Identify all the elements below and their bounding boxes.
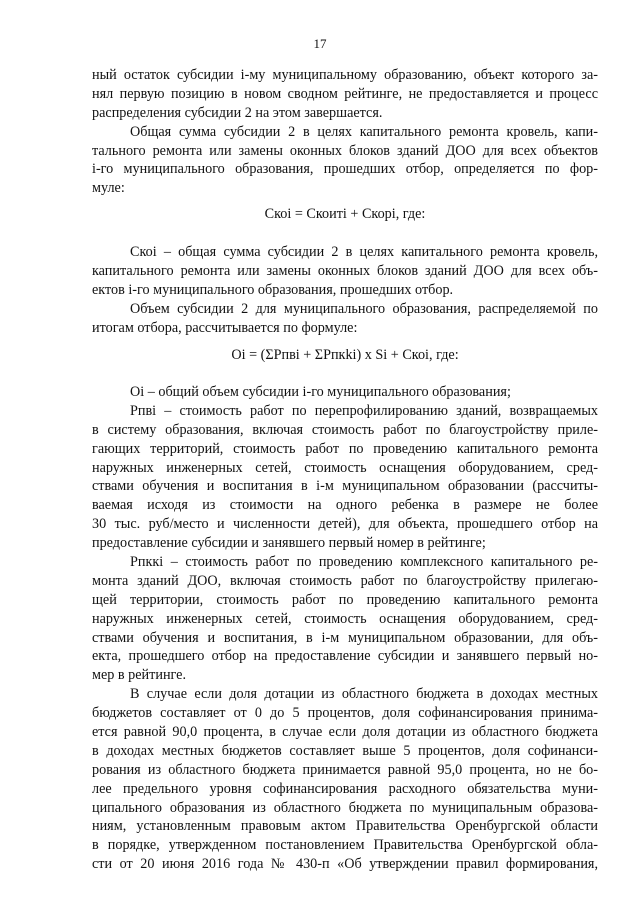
text-line: наружных инженерных сетей, стоимость оснащения оборудованием, сред- — [92, 610, 598, 627]
text-line: ный остаток субсидии i-му муниципальному образованию, объект которого за- — [92, 67, 598, 83]
text-line: ципального образования из областного бюджета по муниципальным образова- — [92, 799, 598, 816]
text-line: В случае если доля дотации из областного бюджета в доходах местных — [130, 686, 598, 703]
text-line: в доходах местных бюджетов составляет выше 5 процентов, доля софинанси- — [92, 742, 598, 759]
text-line: Оi – общий объем субсидии i-го муниципального образования; — [130, 384, 511, 400]
text-line: нял первую позицию в новом сводном рейтинге, не предоставляется и процесс — [92, 85, 598, 102]
text-line: щей территории, стоимость работ по проведению капитального ремонта — [92, 591, 598, 608]
text-line: мер в рейтинге. — [92, 667, 187, 684]
text-line: ваемая исходя из стоимости на одного ребенка в размере не более — [92, 497, 598, 514]
text-line: гающих территорий, стоимость работ по проведению капитального ремонта — [92, 440, 598, 457]
text-line: 30 тыс. руб/место и численности детей), для объекта, прошедшего отбор на — [92, 516, 598, 533]
text-line: монта зданий ДОО, включая стоимость работ по благоустройству прилегаю- — [92, 572, 598, 589]
text-block — [92, 66, 598, 198]
text-line: екта, прошедшего отбор на предоставление субсидии и занявшего первый но- — [92, 648, 598, 665]
text-line: тального ремонта или замены оконных блоков зданий ДОО для всех объектов — [92, 142, 598, 159]
text-line: ектов i-го муниципального образования, прошедших отбор. — [92, 281, 454, 298]
text-block — [92, 243, 598, 337]
text-line: Общая сумма субсидии 2 в целях капитального ремонта кровель, капи- — [130, 123, 598, 140]
text-line: в порядке, утвержденном постановлением Правительства Оренбургской обла- — [92, 837, 598, 854]
text-line: ется равной 90,0 процента, в случае если доля дотации из областного бюджета — [92, 724, 598, 741]
text-line: ниям, установленным правовым актом Правительства Оренбургской области — [92, 818, 598, 835]
formula-line: Оi = (ΣРпвi + ΣРпкki) х Si + Скоi, где: — [231, 347, 459, 363]
formula-line: Скоi = Скоитi + Скорi, где: — [264, 206, 426, 222]
text-line: предоставление субсидии и занявшего первый номер в рейтинге; — [92, 535, 486, 552]
formula-block — [92, 205, 598, 224]
page-number: 17 — [313, 36, 327, 51]
text-line: наружных инженерных сетей, стоимость оснащения оборудованием, сред- — [92, 459, 598, 476]
text-line: ствами обучения и воспитания, в i-м муниципальном образовании, для объ- — [92, 629, 598, 646]
text-line: Скоi – общая сумма субсидии 2 в целях капитального ремонта кровель, — [130, 244, 598, 260]
text-line: рования из областного бюджета принимается равной 95,0 процента, но не бо- — [92, 761, 598, 778]
text-line: распределения субсидии 2 на этом завершается. — [92, 104, 383, 121]
text-line: капитального ремонта или замены оконных блоков зданий ДОО для всех объ- — [92, 262, 598, 279]
text-line: Рпвi – стоимость работ по перепрофилированию зданий, возвращаемых — [130, 402, 598, 419]
text-line: бюджетов составляет от 0 до 5 процентов, доля софинансирования принима- — [92, 705, 598, 722]
text-line: ствами обучения и воспитания в i-м муниципальном образовании (рассчиты- — [92, 478, 598, 495]
text-line: в систему образования, включая стоимость работ по благоустройству приле- — [92, 421, 598, 438]
formula-block — [92, 346, 598, 365]
text-line: сти от 20 июня 2016 года № 430-п «Об утверждении правил формирования, — [92, 856, 598, 873]
text-line: муле: — [92, 180, 125, 197]
text-line: Объем субсидии 2 для муниципального образования, распределяемой по — [130, 300, 598, 317]
text-line: лее предельного уровня софинансирования расходного обязательства муни- — [92, 780, 598, 797]
text-line: итогам отбора, рассчитывается по формуле: — [92, 319, 358, 336]
text-line: i-го муниципального образования, прошедших отбор, определяется по фор- — [92, 161, 598, 178]
text-block — [92, 383, 598, 874]
text-line: Рпккi – стоимость работ по проведению комплексного капитального ре- — [130, 554, 598, 571]
